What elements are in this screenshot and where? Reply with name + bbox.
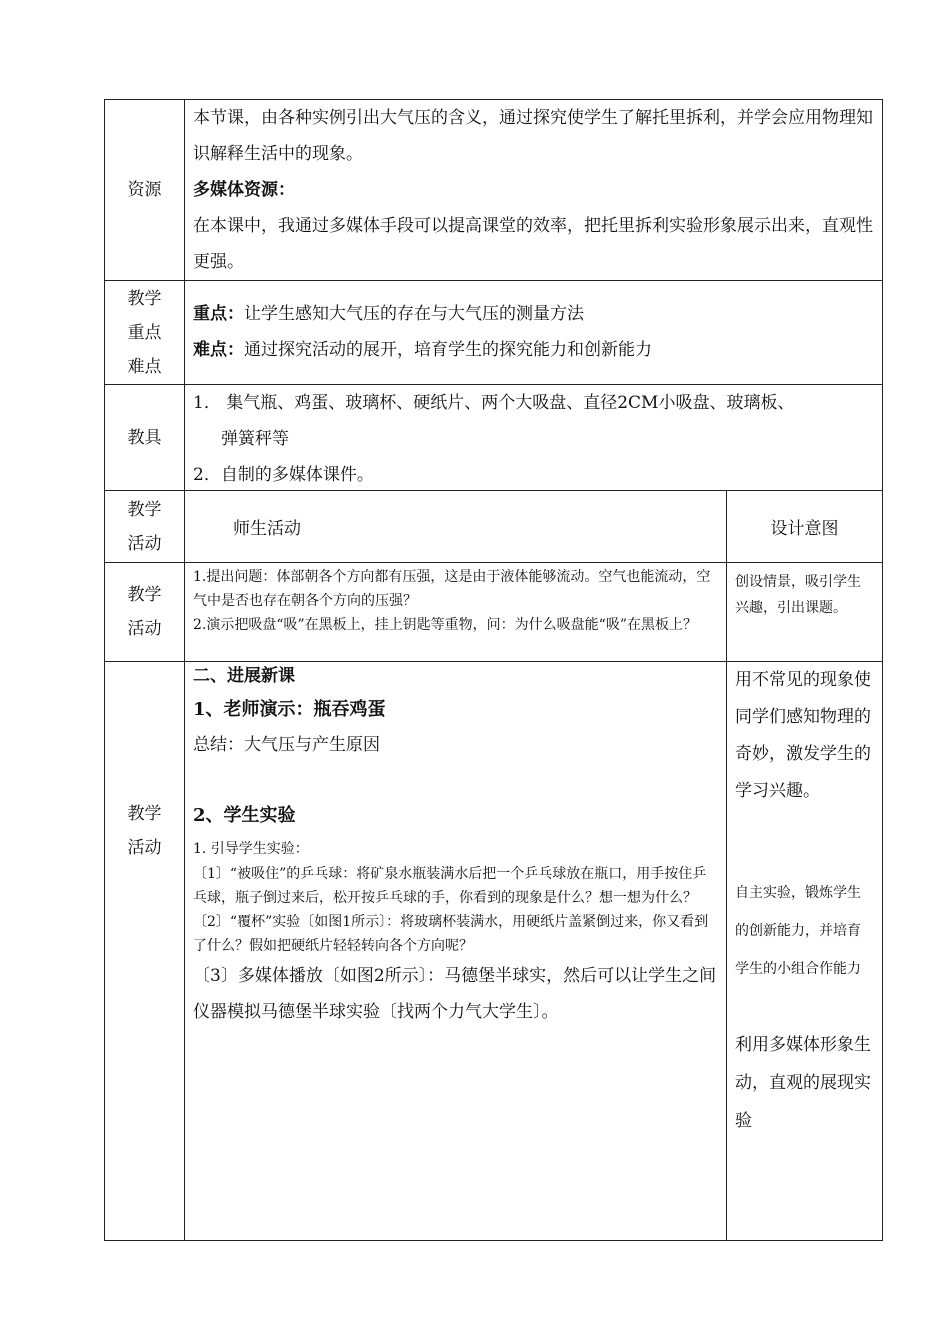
activity-2-intent-3: 利用多媒体形象生动，直观的展现实验: [735, 1035, 871, 1131]
activity-1-line-1: 1.提出问题：体部朝各个方向都有压强，这是由于液体能够流动。空气也能流动，空气中是否也存在朝各个方向的压强？: [193, 569, 711, 609]
key-points-label-1: 教学: [127, 288, 162, 309]
activity-header-label-1: 教学: [127, 499, 162, 520]
key-points-label-2: 重点: [127, 322, 162, 343]
key-point-title: 重点：: [193, 304, 244, 324]
design-intent-title: 设计意图: [770, 519, 839, 539]
student-experiment-heading: 2、学生实验: [193, 805, 296, 826]
activity-2-label-1: 教学: [127, 804, 162, 824]
experiment-guide: 1. 引导学生实验：: [193, 841, 309, 857]
key-point-text: 让学生感知大气压的存在与大气压的测量方法: [244, 304, 584, 324]
resources-paragraph-1: 本节课，由各种实例引出大气压的含义，通过探究使学生了解托里拆利，并学会应用物理知识解释生活中的现象。: [193, 108, 873, 164]
resources-content-cell: [184, 99, 883, 281]
activity-1-intent-cell: [726, 562, 883, 662]
teacher-demo-heading: 1、老师演示：瓶吞鸡蛋: [193, 699, 386, 720]
difficult-point-line: [193, 332, 874, 368]
resources-label: 资源: [127, 180, 162, 200]
difficult-point-title: 难点：: [193, 340, 244, 360]
key-points-content-cell: [184, 280, 883, 385]
activity-2-content-cell: [184, 661, 727, 1241]
design-intent-header: [726, 490, 883, 563]
activity-2-intent-1: 用不常见的现象使同学们感知物理的奇妙，激发学生的学习兴趣。: [735, 670, 871, 801]
activity-1-label-2: 活动: [127, 619, 162, 639]
tools-label-cell: [104, 384, 185, 491]
tools-content-cell: [184, 384, 883, 491]
resources-label-cell: [104, 99, 185, 281]
activity-1-intent: 创设情景，吸引学生兴趣，引出课题。: [735, 574, 861, 616]
tools-item-1: 1． 集气瓶、鸡蛋、玻璃杯、硬纸片、两个大吸盘、直径2CM小吸盘、玻璃板、: [193, 393, 795, 413]
activity-2-intent-2: 自主实验，锻炼学生的创新能力，并培育学生的小组合作能力: [735, 885, 861, 977]
activity-1-label-1: 教学: [127, 585, 162, 605]
teacher-student-activity-title: 师生活动: [233, 519, 301, 539]
resources-paragraph-2: 在本课中，我通过多媒体手段可以提高课堂的效率，把托里拆利实验形象展示出来，直观性更强。: [193, 216, 873, 272]
new-lesson-heading: 二、进展新课: [193, 666, 295, 686]
tools-item-2: 2．自制的多媒体课件。: [193, 465, 374, 485]
activity-1-content-cell: [184, 562, 727, 662]
media-resources-title: 多媒体资源：: [193, 180, 295, 200]
experiment-1: 〔1〕“被吸住”的乒乓球：将矿泉水瓶装满水后把一个乒乓球放在瓶口，用手按住乒乓球，瓶子倒过来后，松开按乒乓球的手，你看到的现象是什么？想一想为什么？: [193, 866, 707, 906]
key-point-line: [193, 296, 874, 332]
experiment-2: 〔2〕“覆杯”实验〔如图1所示〕：将玻璃杯装满水，用硬纸片盖紧倒过来，你又看到了什么？假如把硬纸片轻轻转向各个方向呢？: [193, 914, 709, 954]
tools-item-1-continued: 弹簧秤等: [221, 429, 289, 449]
demo-summary: 总结：大气压与产生原因: [193, 735, 380, 755]
activity-header-label-cell: [104, 490, 185, 563]
activity-1-line-2: 2.演示把吸盘“吸”在黑板上，挂上钥匙等重物，问：为什么吸盘能“吸”在黑板上？: [193, 617, 697, 633]
activity-header-label-2: 活动: [127, 533, 162, 554]
teacher-student-activity-header: [184, 490, 727, 563]
key-points-label-cell: [104, 280, 185, 385]
activity-2-label-cell: [104, 661, 185, 1241]
activity-1-label-cell: [104, 562, 185, 662]
tools-label: 教具: [127, 427, 162, 448]
difficult-point-text: 通过探究活动的展开，培育学生的探究能力和创新能力: [244, 340, 652, 360]
activity-2-label-2: 活动: [127, 838, 162, 858]
key-points-label-3: 难点: [127, 356, 162, 377]
lesson-plan-table: [104, 99, 883, 1241]
experiment-3: 〔3〕多媒体播放〔如图2所示〕：马德堡半球实，然后可以让学生之间仪器模拟马德堡半球实验〔找两个力气大学生〕。: [193, 966, 717, 1022]
activity-2-intent-cell: [726, 661, 883, 1241]
